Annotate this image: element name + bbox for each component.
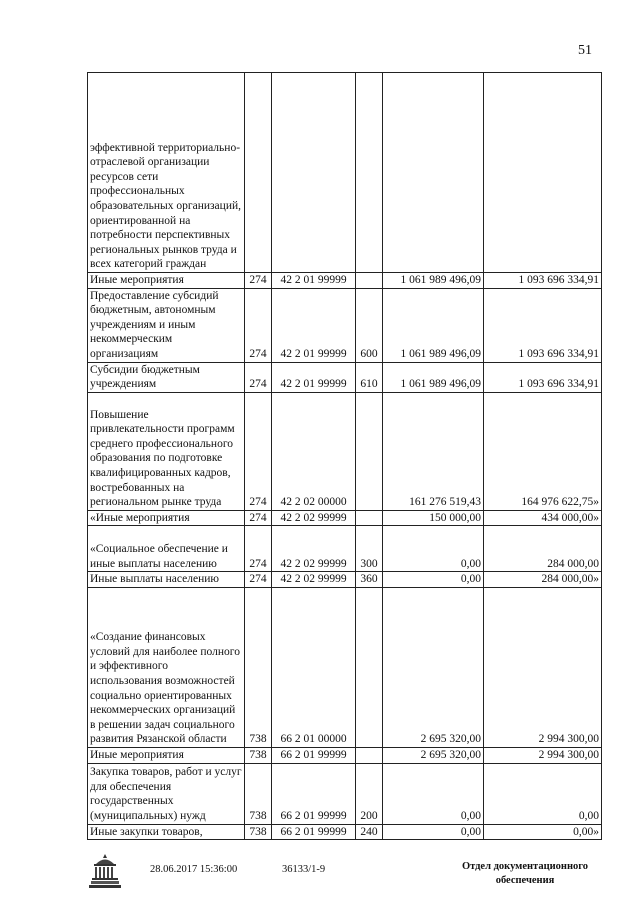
row-amount-2017-cell: 1 061 989 496,09 xyxy=(383,288,484,362)
row-target-article-cell: 42 2 01 99999 xyxy=(272,362,356,392)
row-target-article-cell: 66 2 01 99999 xyxy=(272,763,356,824)
row-name-cell: Иные мероприятия xyxy=(88,273,245,289)
row-amount-2018-cell xyxy=(484,73,602,273)
row-target-article-cell: 42 2 01 99999 xyxy=(272,288,356,362)
table-row xyxy=(88,587,602,747)
footer-doc-number: 36133/1-9 xyxy=(282,864,326,875)
row-admin-code-cell xyxy=(245,73,272,273)
row-name-cell: Субсидии бюджетным учреждениям xyxy=(88,362,245,392)
row-amount-2017-cell: 1 061 989 496,09 xyxy=(383,273,484,289)
table-row xyxy=(88,273,602,289)
row-target-article-cell: 42 2 02 99999 xyxy=(272,526,356,572)
page-footer xyxy=(0,850,640,900)
row-target-article-cell: 66 2 01 99999 xyxy=(272,747,356,763)
row-name-cell: эффективной территориально-отраслевой организации ресурсов сети профессиональных образовательных организаций, ориентированной на потребности перспективных региональных рынков труда и всех категорий граждан xyxy=(88,73,245,273)
row-expense-type-cell: 360 xyxy=(356,572,383,588)
row-expense-type-cell xyxy=(356,73,383,273)
table-row xyxy=(88,392,602,510)
row-admin-code-cell: 274 xyxy=(245,273,272,289)
row-name-cell: Закупка товаров, работ и услуг для обеспечения государственных (муниципальных) нужд xyxy=(88,763,245,824)
row-amount-2018-cell: 2 994 300,00 xyxy=(484,587,602,747)
row-amount-2017-cell: 0,00 xyxy=(383,572,484,588)
table-row xyxy=(88,763,602,824)
row-name-cell: Повышение привлекательности программ среднего профессионального образования по подготовке квалифицированных кадров, востребованных на региональном рынке труда xyxy=(88,392,245,510)
row-expense-type-cell xyxy=(356,392,383,510)
row-amount-2017-cell: 1 061 989 496,09 xyxy=(383,362,484,392)
row-amount-2017-cell: 2 695 320,00 xyxy=(383,747,484,763)
row-amount-2018-cell: 0,00» xyxy=(484,824,602,840)
table-row xyxy=(88,824,602,840)
table-row xyxy=(88,362,602,392)
row-amount-2018-cell: 0,00 xyxy=(484,763,602,824)
row-target-article-cell: 42 2 02 00000 xyxy=(272,392,356,510)
row-amount-2018-cell: 1 093 696 334,91 xyxy=(484,273,602,289)
row-amount-2017-cell xyxy=(383,73,484,273)
row-amount-2017-cell: 150 000,00 xyxy=(383,510,484,526)
row-admin-code-cell: 738 xyxy=(245,587,272,747)
row-admin-code-cell: 738 xyxy=(245,763,272,824)
row-amount-2018-cell: 2 994 300,00 xyxy=(484,747,602,763)
row-expense-type-cell: 300 xyxy=(356,526,383,572)
table-row xyxy=(88,572,602,588)
row-admin-code-cell: 274 xyxy=(245,392,272,510)
row-amount-2017-cell: 0,00 xyxy=(383,526,484,572)
row-admin-code-cell: 274 xyxy=(245,572,272,588)
row-name-cell: «Создание финансовых условий для наиболее полного и эффективного использования возможностей социально ориентированных некоммерческих организаций в решении задач социального развития Рязанской области xyxy=(88,587,245,747)
row-expense-type-cell: 200 xyxy=(356,763,383,824)
row-amount-2018-cell: 284 000,00 xyxy=(484,526,602,572)
row-expense-type-cell: 240 xyxy=(356,824,383,840)
row-expense-type-cell xyxy=(356,587,383,747)
page-number: 51 xyxy=(578,43,592,58)
row-expense-type-cell xyxy=(356,510,383,526)
row-target-article-cell xyxy=(272,73,356,273)
table-row xyxy=(88,526,602,572)
table-row xyxy=(88,747,602,763)
row-amount-2017-cell: 0,00 xyxy=(383,824,484,840)
row-admin-code-cell: 274 xyxy=(245,510,272,526)
row-target-article-cell: 42 2 02 99999 xyxy=(272,510,356,526)
row-expense-type-cell: 610 xyxy=(356,362,383,392)
row-admin-code-cell: 274 xyxy=(245,288,272,362)
row-admin-code-cell: 738 xyxy=(245,747,272,763)
budget-table xyxy=(87,72,602,840)
row-expense-type-cell xyxy=(356,273,383,289)
duma-building-emblem-icon xyxy=(88,852,122,890)
row-amount-2018-cell: 434 000,00» xyxy=(484,510,602,526)
row-expense-type-cell xyxy=(356,747,383,763)
row-target-article-cell: 42 2 02 99999 xyxy=(272,572,356,588)
footer-department xyxy=(440,860,610,888)
row-amount-2018-cell: 1 093 696 334,91 xyxy=(484,362,602,392)
table-row xyxy=(88,288,602,362)
row-amount-2017-cell: 161 276 519,43 xyxy=(383,392,484,510)
footer-datetime: 28.06.2017 15:36:00 xyxy=(150,864,238,875)
row-name-cell: Иные закупки товаров, xyxy=(88,824,245,840)
row-admin-code-cell: 274 xyxy=(245,526,272,572)
row-name-cell: Иные выплаты населению xyxy=(88,572,245,588)
row-amount-2018-cell: 164 976 622,75» xyxy=(484,392,602,510)
row-admin-code-cell: 274 xyxy=(245,362,272,392)
row-target-article-cell: 66 2 01 00000 xyxy=(272,587,356,747)
row-name-cell: «Социальное обеспечение и иные выплаты населению xyxy=(88,526,245,572)
row-name-cell: Предоставление субсидий бюджетным, автономным учреждениям и иным некоммерческим организациям xyxy=(88,288,245,362)
footer-department-line1: Отдел документационного xyxy=(461,861,589,872)
row-name-cell: «Иные мероприятия xyxy=(88,510,245,526)
row-amount-2017-cell: 0,00 xyxy=(383,763,484,824)
row-amount-2018-cell: 1 093 696 334,91 xyxy=(484,288,602,362)
table-row xyxy=(88,510,602,526)
row-amount-2018-cell: 284 000,00» xyxy=(484,572,602,588)
row-expense-type-cell: 600 xyxy=(356,288,383,362)
footer-department-line2: обеспечения xyxy=(495,875,555,886)
row-target-article-cell: 66 2 01 99999 xyxy=(272,824,356,840)
row-name-cell: Иные мероприятия xyxy=(88,747,245,763)
row-admin-code-cell: 738 xyxy=(245,824,272,840)
row-target-article-cell: 42 2 01 99999 xyxy=(272,273,356,289)
row-amount-2017-cell: 2 695 320,00 xyxy=(383,587,484,747)
table-row xyxy=(88,73,602,273)
